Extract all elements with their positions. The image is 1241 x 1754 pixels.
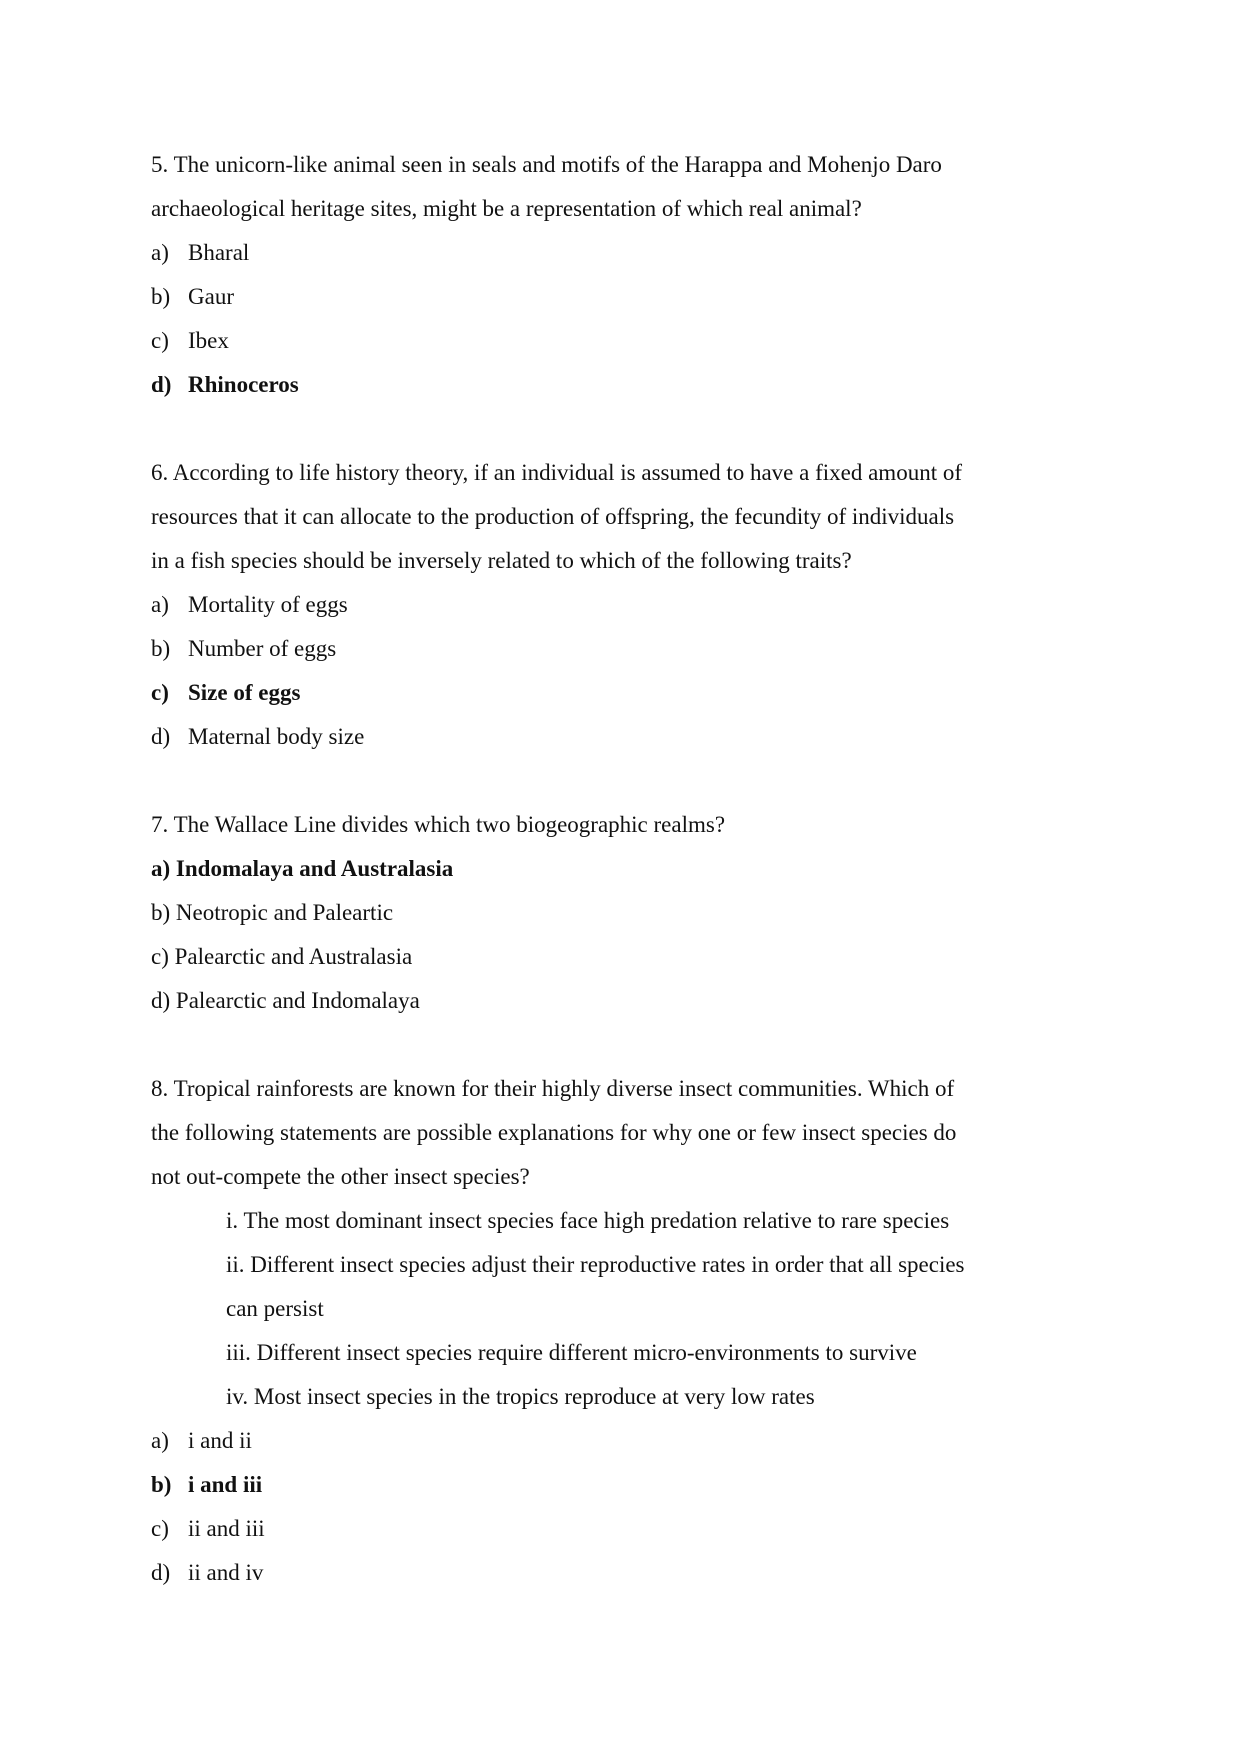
option-text: Number of eggs xyxy=(188,636,337,661)
q5-option-d-answer xyxy=(151,370,299,400)
option-letter: d) xyxy=(151,1560,171,1585)
option-text: Rhinoceros xyxy=(188,372,299,397)
q5-option-b xyxy=(151,282,234,312)
option-text: ii and iii xyxy=(188,1516,265,1541)
q8-option-b-answer xyxy=(151,1470,262,1500)
q8-statement-i: i. The most dominant insect species face high predation relative to rare species xyxy=(226,1208,950,1233)
option-letter: c) xyxy=(151,1516,169,1541)
q8-option-d xyxy=(151,1558,263,1588)
option-letter: d) xyxy=(151,724,171,749)
q6-stem-line-1: 6. According to life history theory, if an individual is assumed to have a fixed amount of xyxy=(151,460,962,485)
option-letter: a) xyxy=(151,240,169,265)
option-letter: b) xyxy=(151,1472,172,1497)
q6-stem-line-2: resources that it can allocate to the production of offspring, the fecundity of individuals xyxy=(151,504,955,529)
option-letter: b) xyxy=(151,636,171,661)
option-text: Mortality of eggs xyxy=(188,592,348,617)
option-text: Maternal body size xyxy=(188,724,365,749)
q8-stem-line-2: the following statements are possible explanations for why one or few insect species do xyxy=(151,1120,957,1145)
q5-option-c xyxy=(151,326,229,356)
q7-option-c: c) Palearctic and Australasia xyxy=(151,944,413,969)
q8-statement-iv: iv. Most insect species in the tropics reproduce at very low rates xyxy=(226,1384,815,1409)
q8-statement-ii: ii. Different insect species adjust their reproductive rates in order that all species xyxy=(226,1252,965,1277)
q7-option-a-answer: a) Indomalaya and Australasia xyxy=(151,856,454,881)
q8-statement-ii-continued: can persist xyxy=(226,1296,324,1321)
q7-option-b: b) Neotropic and Paleartic xyxy=(151,900,394,925)
q6-stem-line-3: in a fish species should be inversely related to which of the following traits? xyxy=(151,548,852,573)
q8-option-c xyxy=(151,1514,265,1544)
q7-stem-line-1: 7. The Wallace Line divides which two biogeographic realms? xyxy=(151,812,726,837)
option-text: ii and iv xyxy=(188,1560,264,1585)
q8-statement-iii: iii. Different insect species require different micro-environments to survive xyxy=(226,1340,917,1365)
q5-option-a xyxy=(151,238,249,268)
q8-option-a xyxy=(151,1426,252,1456)
option-letter: c) xyxy=(151,680,169,705)
option-text: Size of eggs xyxy=(188,680,301,705)
option-text: Gaur xyxy=(188,284,234,309)
option-text: i and ii xyxy=(188,1428,252,1453)
option-letter: d) xyxy=(151,372,172,397)
option-letter: a) xyxy=(151,592,169,617)
q5-stem-line-2: archaeological heritage sites, might be a representation of which real animal? xyxy=(151,196,862,221)
q6-option-b xyxy=(151,634,336,664)
q6-option-c-answer xyxy=(151,678,300,708)
option-text: Ibex xyxy=(188,328,229,353)
option-text: Bharal xyxy=(188,240,250,265)
q8-stem-line-1: 8. Tropical rainforests are known for their highly diverse insect communities. Which of xyxy=(151,1076,955,1101)
q7-option-d: d) Palearctic and Indomalaya xyxy=(151,988,420,1013)
option-letter: a) xyxy=(151,1428,169,1453)
q5-stem-line-1: 5. The unicorn-like animal seen in seals and motifs of the Harappa and Mohenjo Daro xyxy=(151,152,942,177)
option-text: i and iii xyxy=(188,1472,263,1497)
option-letter: c) xyxy=(151,328,169,353)
q6-option-d xyxy=(151,722,364,752)
q6-option-a xyxy=(151,590,348,620)
option-letter: b) xyxy=(151,284,171,309)
q8-stem-line-3: not out-compete the other insect species? xyxy=(151,1164,530,1189)
